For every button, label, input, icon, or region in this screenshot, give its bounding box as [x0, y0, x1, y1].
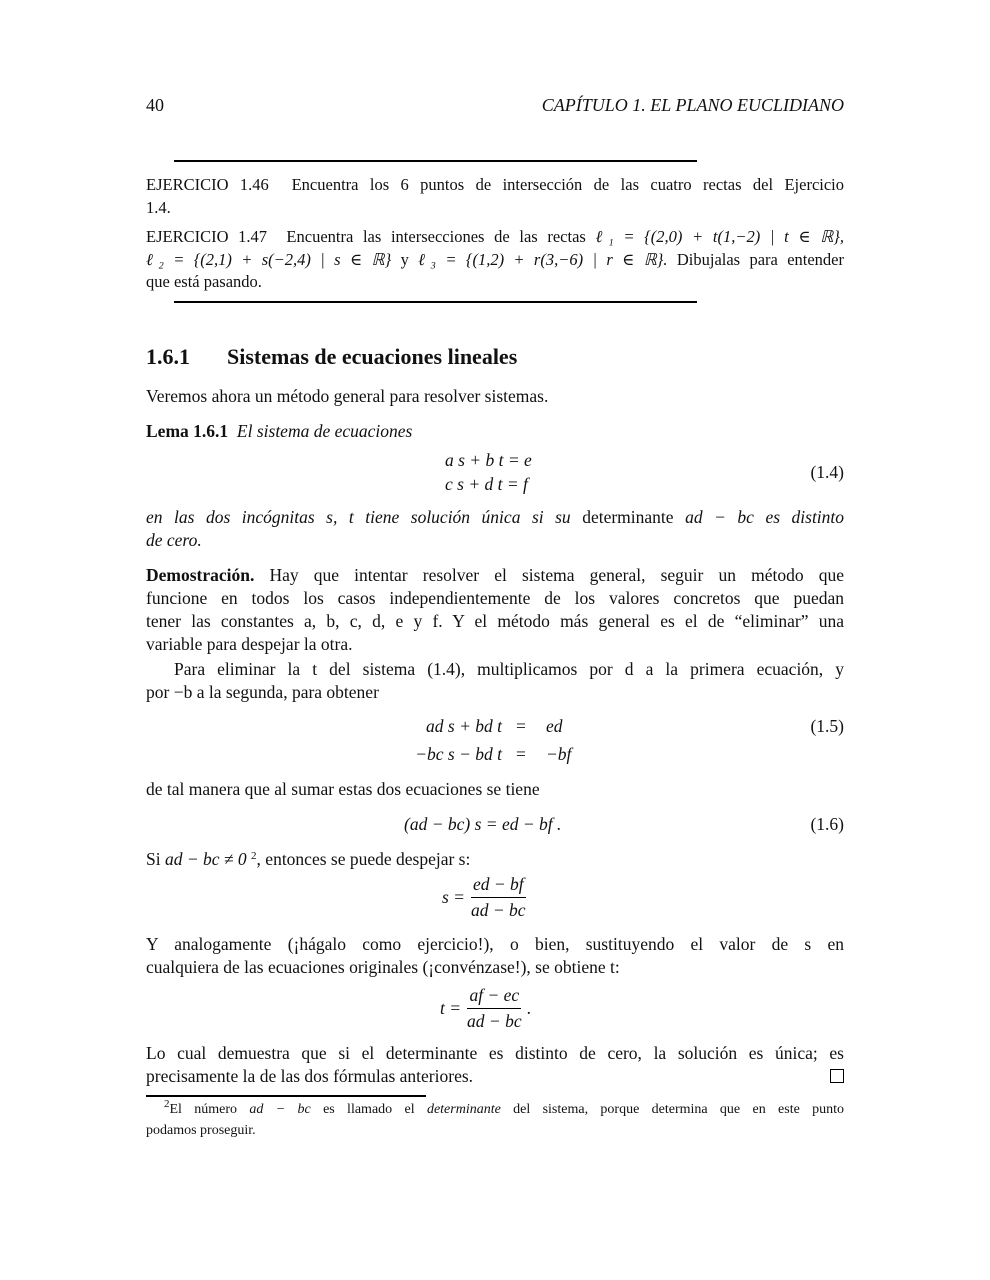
eq-1-5-row2-rel: = [516, 744, 526, 764]
equation-1-4-row2: c s + d t = f [445, 474, 528, 494]
analog-line-2: cualquiera de las ecuaciones originales (¡convénzase!), se obtiene t: [146, 957, 620, 977]
footnote-marker[interactable]: 2 [251, 850, 257, 862]
eq-1-5-row2-lhs: −bc s − bd t [415, 744, 502, 764]
section-heading [146, 344, 517, 370]
running-title: CAPÍTULO 1. EL PLANO EUCLIDIANO [541, 95, 844, 115]
section-intro: Veremos ahora un método general para resolver sistemas. [146, 386, 549, 406]
exercise-top-rule [174, 160, 697, 162]
line-l3-definition: ℓ₃ = {(1,2) + r(3,−6) | r ∈ ℝ}. [418, 250, 668, 269]
equation-number-1-6: (1.6) [810, 814, 844, 834]
exercise-1-46-cont: 1.4. [146, 198, 171, 217]
eq-1-5-row1-rhs: ed [546, 716, 563, 736]
section-number: 1.6.1 [146, 344, 190, 369]
section-title: Sistemas de ecuaciones lineales [227, 344, 518, 369]
eq-1-5-row1-rel: = [516, 716, 526, 736]
line-l1-definition: ℓ₁ = {(2,0) + t(1,−2) | t ∈ ℝ}, [595, 227, 845, 246]
formula-s: s = $\frac{ed - bf}{ad - bc}$ [442, 874, 526, 920]
equation-number-1-5: (1.5) [810, 716, 844, 736]
eq-1-5-row2-rhs: −bf [546, 744, 572, 764]
lemma-label: Lema 1.6.1 [146, 421, 229, 441]
lemma-continuation: en las dos incógnitas s, t tiene solución única si su determinante ad − bc es distinto [146, 507, 845, 527]
footnote: $^2$El número ad − bc es llamado el determinante del sistema, porque determina que en este punto [164, 1098, 845, 1117]
footnote-rule [146, 1095, 426, 1097]
conclusion-line-2: precisamente la de las dos fórmulas anteriores. [146, 1066, 474, 1086]
fraction: $\frac{af - ec}{ad - bc}$ [467, 985, 522, 1031]
equation-1-6: (ad − bc) s = ed − bf . [404, 814, 562, 834]
analog-line-1: Y analogamente (¡hágalo como ejercicio!), o bien, sustituyendo el valor de s en [146, 934, 844, 954]
qed-symbol [830, 1069, 844, 1088]
exercise-bottom-rule [174, 301, 697, 303]
formula-t: t = $\frac{af - ec}{ad - bc}$ . [440, 985, 531, 1031]
equation-1-4-row1: a s + b t = e [445, 450, 532, 470]
equation-number-1-4: (1.4) [810, 462, 844, 482]
page-number: 40 [146, 95, 164, 115]
proof-label: Demostración. [146, 565, 255, 585]
proof-p2-line-2: por −b a la segunda, para obtener [146, 682, 379, 702]
line-l2-definition: ℓ₂ = {(2,1) + s(−2,4) | s ∈ ℝ} [146, 250, 392, 269]
conclusion-line-1: Lo cual demuestra que si el determinante es distinto de cero, la solución es única; es [146, 1043, 844, 1063]
exercise-1-47: EJERCICIO 1.47 Encuentra las intersecciones de las rectas ℓ₁ = {(2,0) + t(1,−2) | t ∈ ℝ}, [146, 227, 845, 246]
proof-line-1: Demostración. Hay que intentar resolver el sistema general, seguir un método que [146, 565, 844, 585]
footnote-number: 2 [164, 1098, 170, 1110]
lemma-statement: Lema 1.6.1 El sistema de ecuaciones [146, 421, 413, 441]
fraction: $\frac{ed - bf}{ad - bc}$ [471, 874, 526, 920]
proof-line-4: variable para despejar la otra. [146, 634, 353, 654]
exercise-label: EJERCICIO 1.46 [146, 175, 269, 194]
exercise-1-46: EJERCICIO 1.46 Encuentra los 6 puntos de intersección de las cuatro rectas del Ejercicio [146, 175, 845, 194]
lemma-continuation-line2: de cero. [146, 530, 202, 550]
proof-p2-line-1: Para eliminar la t del sistema (1.4), multiplicamos por d a la primera ecuación, y [174, 659, 844, 679]
condition-line: Si ad − bc ≠ 0 $^2$, entonces se puede despejar s: [146, 849, 471, 869]
footnote-line-2: podamos proseguir. [146, 1123, 256, 1138]
eq-1-5-row1-lhs: ad s + bd t [426, 716, 502, 736]
proof-line-2: funcione en todos los casos independientemente de los valores concretos que puedan [146, 588, 844, 608]
after-eq-1-5: de tal manera que al sumar estas dos ecuaciones se tiene [146, 779, 540, 799]
exercise-1-47-line3: que está pasando. [146, 272, 262, 291]
proof-line-3: tener las constantes a, b, c, d, e y f. Y el método más general es el de “eliminar” una [146, 611, 844, 631]
exercise-1-47-line2: ℓ₂ = {(2,1) + s(−2,4) | s ∈ ℝ} y ℓ₃ = {(1,2) + r(3,−6) | r ∈ ℝ}. Dibujalas para entender [146, 250, 845, 269]
exercise-label: EJERCICIO 1.47 [146, 227, 268, 246]
